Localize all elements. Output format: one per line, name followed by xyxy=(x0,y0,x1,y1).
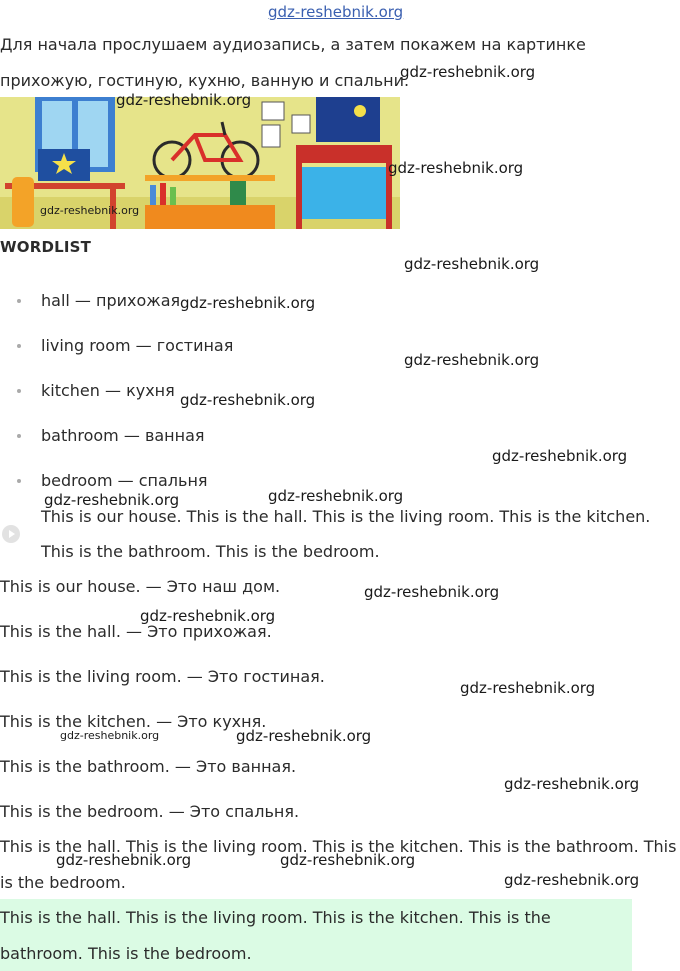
watermark: gdz-reshebnik.org xyxy=(268,487,404,505)
watermark: gdz-reshebnik.org xyxy=(60,729,160,742)
bullet-icon xyxy=(17,389,21,393)
watermark: gdz-reshebnik.org xyxy=(44,491,180,509)
translation-line: This is our house. — Это наш дом. xyxy=(0,577,281,596)
answer-line-2: bathroom. This is the bedroom. xyxy=(0,944,252,963)
watermark: gdz-reshebnik.org xyxy=(116,91,252,109)
translation-line: This is the living room. — Это гостиная. xyxy=(0,667,325,686)
watermark: gdz-reshebnik.org xyxy=(180,294,316,312)
watermark: gdz-reshebnik.org xyxy=(388,159,524,177)
bullet-icon xyxy=(17,434,21,438)
audio-text-line-2: This is the bathroom. This is the bedroom. xyxy=(41,542,380,561)
watermark: gdz-reshebnik.org xyxy=(236,727,372,745)
bullet-icon xyxy=(17,299,21,303)
watermark: gdz-reshebnik.org xyxy=(140,607,276,625)
intro-line-2: прихожую, гостиную, кухню, ванную и спальни. xyxy=(0,71,410,90)
watermark: gdz-reshebnik.org xyxy=(504,775,640,793)
watermark: gdz-reshebnik.org xyxy=(492,447,628,465)
wordlist-heading: WORDLIST xyxy=(0,238,92,256)
watermark: gdz-reshebnik.org xyxy=(504,871,640,889)
wordlist-item: kitchen — кухня xyxy=(41,381,175,400)
wordlist-item: living room — гостиная xyxy=(41,336,234,355)
top-watermark-link[interactable]: gdz-reshebnik.org xyxy=(268,3,404,21)
translation-line: This is the bedroom. — Это спальня. xyxy=(0,802,300,821)
watermark: gdz-reshebnik.org xyxy=(40,204,140,217)
bullet-icon xyxy=(17,344,21,348)
answer-line-1: This is the hall. This is the living room. This is the kitchen. This is the xyxy=(0,908,551,927)
intro-line-1: Для начала прослушаем аудиозапись, а затем покажем на картинке xyxy=(0,35,586,54)
summary-line-1: This is the hall. This is the living room. This is the kitchen. This is the bathroom. This xyxy=(0,837,677,856)
bullet-icon xyxy=(17,479,21,483)
watermark: gdz-reshebnik.org xyxy=(280,851,416,869)
watermark: gdz-reshebnik.org xyxy=(404,255,540,273)
translation-line: This is the hall. — Это прихожая. xyxy=(0,622,272,641)
translation-line: This is the kitchen. — Это кухня. xyxy=(0,712,267,731)
audio-text-line-1: This is our house. This is the hall. This is the living room. This is the kitchen. xyxy=(41,507,651,526)
audio-play-icon[interactable] xyxy=(2,525,20,543)
wordlist-item: bedroom — спальня xyxy=(41,471,208,490)
watermark: gdz-reshebnik.org xyxy=(460,679,596,697)
watermark: gdz-reshebnik.org xyxy=(364,583,500,601)
wordlist-item: bathroom — ванная xyxy=(41,426,205,445)
watermark: gdz-reshebnik.org xyxy=(400,63,536,81)
summary-line-2: is the bedroom. xyxy=(0,873,126,892)
translation-line: This is the bathroom. — Это ванная. xyxy=(0,757,297,776)
watermark: gdz-reshebnik.org xyxy=(180,391,316,409)
watermark: gdz-reshebnik.org xyxy=(404,351,540,369)
watermark: gdz-reshebnik.org xyxy=(56,851,192,869)
wordlist-item: hall — прихожая xyxy=(41,291,181,310)
